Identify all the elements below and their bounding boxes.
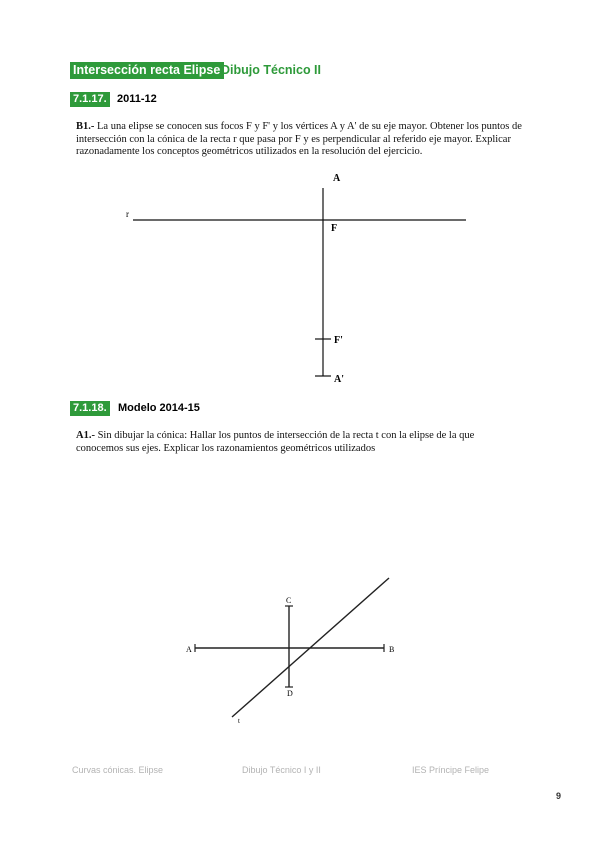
section-title: Modelo 2014-15	[118, 402, 200, 414]
problem-text: La una elipse se conocen sus focos F y F' y los vértices A y A' de su eje mayor. Obtener los puntos de intersección con la cónica de la recta r que pasa por F y es perpendicular al referido eje mayor. Explicar razonadamente los conceptos geométricos utilizados en la resolución del ejercicio.	[76, 121, 522, 157]
label-t: t	[238, 717, 240, 725]
label-f: F	[331, 223, 338, 234]
section-number: 7.1.17.	[70, 92, 110, 107]
footer-left: Curvas cónicas. Elipse	[72, 765, 164, 775]
label-a-prime: A'	[334, 374, 344, 385]
problem-text: Sin dibujar la cónica: Hallar los puntos de intersección de la recta t con la elipse de la que conocemos sus ejes. Explicar los razonamientos geométricos utilizados	[76, 430, 475, 454]
section-title: 2011-12	[117, 93, 157, 105]
problem-label: B1.-	[76, 121, 95, 132]
problem-label: A1.-	[76, 430, 95, 441]
label-c: C	[286, 596, 292, 605]
footer-center: Dibujo Técnico I y II	[242, 765, 321, 775]
label-a: A	[333, 173, 341, 184]
header-title: Intersección recta Elipse	[70, 62, 224, 79]
page-number: 9	[556, 791, 562, 801]
label-d: D	[287, 689, 293, 698]
footer-right: IES Príncipe Felipe	[412, 765, 490, 775]
problem-statement	[76, 430, 516, 455]
label-a: A	[186, 645, 192, 654]
label-r: r	[126, 209, 129, 219]
label-b: B	[389, 645, 395, 654]
section-number: 7.1.18.	[70, 401, 110, 416]
header-subtitle: Dibujo Técnico II	[221, 63, 322, 77]
label-f-prime: F'	[334, 335, 343, 346]
